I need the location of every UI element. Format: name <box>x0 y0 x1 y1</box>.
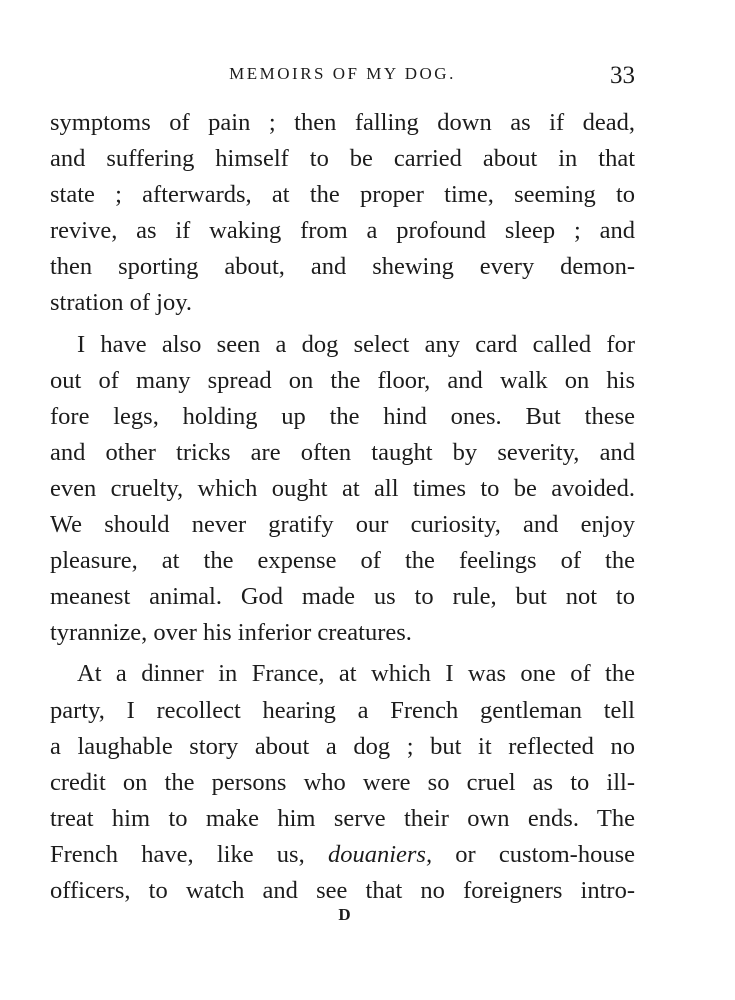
text-line: At a dinner in France, at which I was one of the <box>77 660 635 688</box>
text-line: meanest animal. God made us to rule, but not to <box>50 583 635 611</box>
paragraph-3 <box>50 656 635 909</box>
text-line: fore legs, holding up the hind ones. But these <box>50 402 635 430</box>
text-line: stration of joy. <box>50 289 192 317</box>
text-line: state ; afterwards, at the proper time, seeming to <box>50 181 635 209</box>
text-segment: or custom-house <box>455 840 635 868</box>
running-title: MEMOIRS OF MY DOG. <box>229 64 456 83</box>
text-line: pleasure, at the expense of the feelings of the <box>50 547 635 575</box>
text-line: tyrannize, over his inferior creatures. <box>50 619 412 647</box>
text-line: even cruelty, which ought at all times to be avoided. <box>50 474 635 502</box>
text-line <box>50 837 635 873</box>
text-line: a laughable story about a dog ; but it reflected no <box>50 732 635 760</box>
text-line: symptoms of pain ; then falling down as if dead, <box>50 109 635 136</box>
text-line: out of many spread on the floor, and walk on his <box>50 366 635 394</box>
page-number: 33 <box>610 62 635 89</box>
running-head <box>50 62 635 92</box>
text-line: revive, as if waking from a profound sleep ; and <box>50 217 635 245</box>
text-line: I have also seen a dog select any card called for <box>77 330 635 358</box>
text-line: and suffering himself to be carried about in that <box>50 145 635 173</box>
signature-mark: D <box>338 905 352 924</box>
text-line: officers, to watch and see that no foreigners intro- <box>50 876 635 904</box>
italic-term: douaniers, <box>327 840 433 868</box>
paragraph-2 <box>50 327 635 652</box>
text-line: party, I recollect hearing a French gentleman tell <box>50 696 635 724</box>
text-line: We should never gratify our curiosity, and enjoy <box>50 511 635 539</box>
text-line: credit on the persons who were so cruel as to ill- <box>50 768 635 796</box>
paragraph-1 <box>50 105 635 322</box>
body-text <box>50 105 635 909</box>
text-line: treat him to make him serve their own ends. The <box>50 804 635 832</box>
text-line: then sporting about, and shewing every demon- <box>50 253 635 281</box>
text-segment: French have, like us, <box>50 840 305 868</box>
text-line: and other tricks are often taught by severity, and <box>50 438 635 466</box>
